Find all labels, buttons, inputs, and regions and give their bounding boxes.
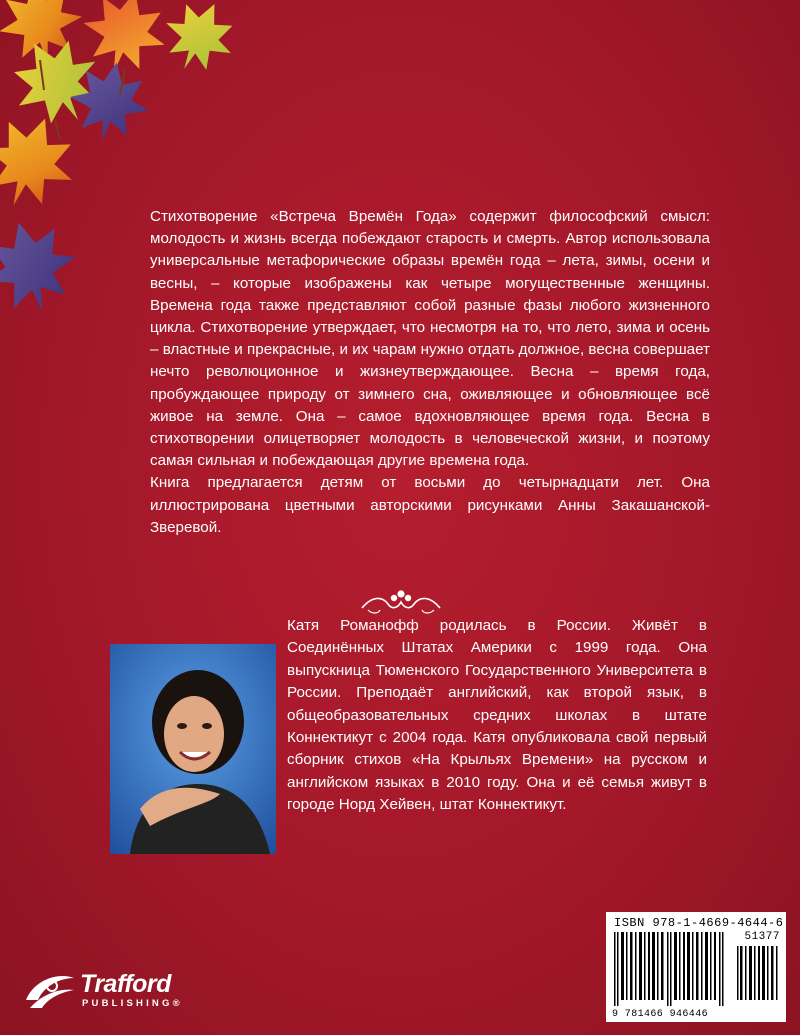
- price-code: 51377: [744, 931, 780, 943]
- author-photo: [110, 644, 276, 854]
- author-bio: Катя Романофф родилась в России. Живёт в Соединённых Штатах Америки с 1999 года. Она выпускница Тюменского Государственного Университета в России. Преподаёт английский, как второй язык, в общеобразовательных средних школах в штате Коннектикут с 2004 года. Катя опубликовала свой первый сборник стихов «На Крыльях Времени» на русском и английском языках в 2010 году. Она и её семья живут в городе Норд Хейвен, штат Коннектикут.: [287, 617, 707, 814]
- barcode-number: 9 781466 946446: [612, 1009, 709, 1020]
- isbn-barcode: [606, 912, 786, 1022]
- price-barcode-bars: [736, 946, 780, 1000]
- publisher-logo: [24, 970, 224, 1015]
- book-synopsis: [150, 206, 710, 539]
- trafford-swoosh-icon: [24, 970, 76, 1012]
- isbn-number: ISBN 978-1-4669-4644-6: [614, 916, 784, 930]
- leaf-purple-bottom: [0, 211, 87, 324]
- synopsis-paragraph: Книга предлагается детям от восьми до четырнадцати лет. Она иллюстрирована цветными авторскими рисунками Анны Закашанской-Зверевой.: [150, 474, 710, 536]
- barcode-bars: [612, 932, 732, 1006]
- leaf-orange-left: [0, 103, 88, 221]
- ornament-divider: [358, 588, 444, 618]
- publisher-name: Trafford: [80, 970, 171, 998]
- leaf-green-top: [152, 0, 247, 84]
- publisher-tagline: PUBLISHING®: [82, 998, 183, 1009]
- synopsis-paragraph: Стихотворение «Встреча Времён Года» содержит философский смысл: молодость и жизнь всегда побеждают старость и смерть. Автор использовала универсальные метафорические образы времён года – лета, зимы, осени и весны, – которые изображены как четыре могущественные женщины. Времена года также представляют собой разные фазы любого жизненного цикла. Стихотворение утверждает, что несмотря на то, что лето, зима и осень – властные и прекрасные, и их чарам нужно отдать должное, весна совершает нечто революционное и жизнеутверждающее. Весна – время года, пробуждающее природу от зимнего сна, оживляющее и обновляющее всё живое на земле. Она – самое вдохновляющее время года. Весна в стихотворении олицетворяет молодость в человеческой жизни, и поэтому самая сильная и побеждающая другие времена года.: [150, 208, 710, 470]
